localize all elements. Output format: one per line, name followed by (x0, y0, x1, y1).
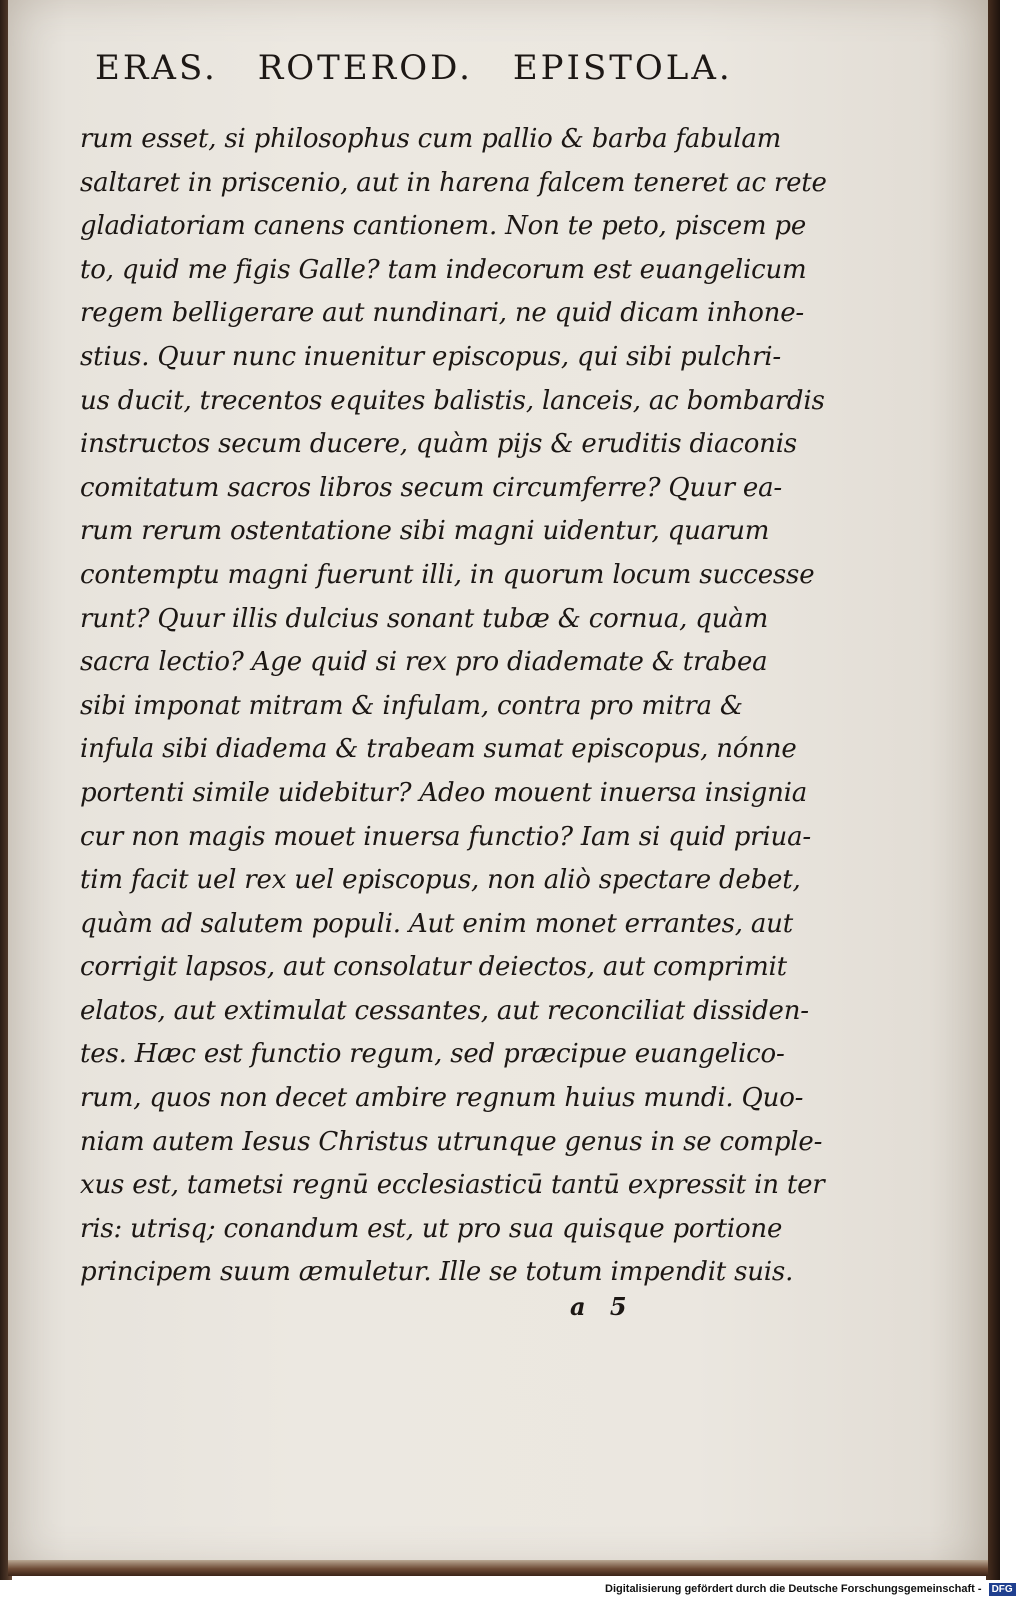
text-line: sacra lectio? Age quid si rex pro diademate & trabea (80, 647, 768, 678)
header-word: ROTEROD. (257, 48, 473, 88)
running-header (95, 48, 755, 88)
text-line: niam autem Iesus Christus utrunque genus in se comple- (80, 1126, 823, 1157)
body-text (80, 118, 827, 1295)
text-line: principem suum æmuletur. Ille se totum impendit suis. (80, 1257, 794, 1288)
digitization-credit (605, 1580, 1013, 1598)
text-line: contemptu magni fuerunt illi, in quorum locum successe (80, 559, 815, 590)
header-word: EPISTOLA. (512, 48, 733, 88)
header-word: ERAS. (95, 48, 218, 88)
text-line: rum, quos non decet ambire regnum huius mundi. Quo- (80, 1083, 804, 1114)
text-line: comitatum sacros libros secum circumferre? Quur ea- (80, 472, 782, 503)
text-line: tim facit uel rex uel episcopus, non aliò spectare debet, (80, 865, 801, 896)
dfg-logo: DFG (989, 1583, 1016, 1596)
page-bottom-edge (8, 1560, 988, 1576)
text-line: elatos, aut extimulat cessantes, aut reconciliat dissiden- (80, 995, 809, 1026)
text-line: instructos secum ducere, quàm pijs & eruditis diaconis (80, 429, 797, 460)
text-line: infula sibi diadema & trabeam sumat episcopus, nónne (80, 734, 797, 765)
credit-text: Digitalisierung gefördert durch die Deutsche Forschungsgemeinschaft - (605, 1583, 982, 1595)
text-line: to, quid me figis Galle? tam indecorum est euangelicum (80, 254, 807, 285)
text-line: cur non magis mouet inuersa functio? Iam si quid priua- (80, 821, 811, 852)
text-line: runt? Quur illis dulcius sonant tubæ & cornua, quàm (80, 603, 769, 634)
text-line: rum rerum ostentatione sibi magni uidentur, quarum (80, 516, 770, 547)
text-line: corrigit lapsos, aut consolatur deiectos, aut comprimit (80, 952, 787, 983)
signature-mark: a 5 (570, 1292, 635, 1321)
text-line: quàm ad salutem populi. Aut enim monet errantes, aut (80, 908, 793, 939)
text-line: gladiatoriam canens cantionem. Non te peto, piscem pe (80, 211, 807, 242)
text-line: stius. Quur nunc inuenitur episcopus, qui sibi pulchri- (80, 341, 781, 372)
text-line: sibi imponat mitram & infulam, contra pro mitra & (80, 690, 743, 721)
text-line: ris: utrisq; conandum est, ut pro sua quisque portione (80, 1213, 783, 1244)
text-line: regem belligerare aut nundinari, ne quid dicam inhone- (80, 298, 804, 329)
text-line: tes. Hæc est functio regum, sed præcipue euangelico- (80, 1039, 785, 1070)
book-fore-edge (986, 0, 1000, 1580)
text-line: xus est, tametsi regnū ecclesiasticū tantū expressit in ter (80, 1170, 825, 1201)
text-line: portenti simile uidebitur? Adeo mouent inuersa insignia (80, 777, 808, 808)
text-line: rum esset, si philosophus cum pallio & barba fabulam (80, 124, 782, 154)
text-line: saltaret in priscenio, aut in harena falcem teneret ac rete (80, 167, 827, 198)
text-line: us ducit, trecentos equites balistis, lanceis, ac bombardis (80, 385, 825, 416)
